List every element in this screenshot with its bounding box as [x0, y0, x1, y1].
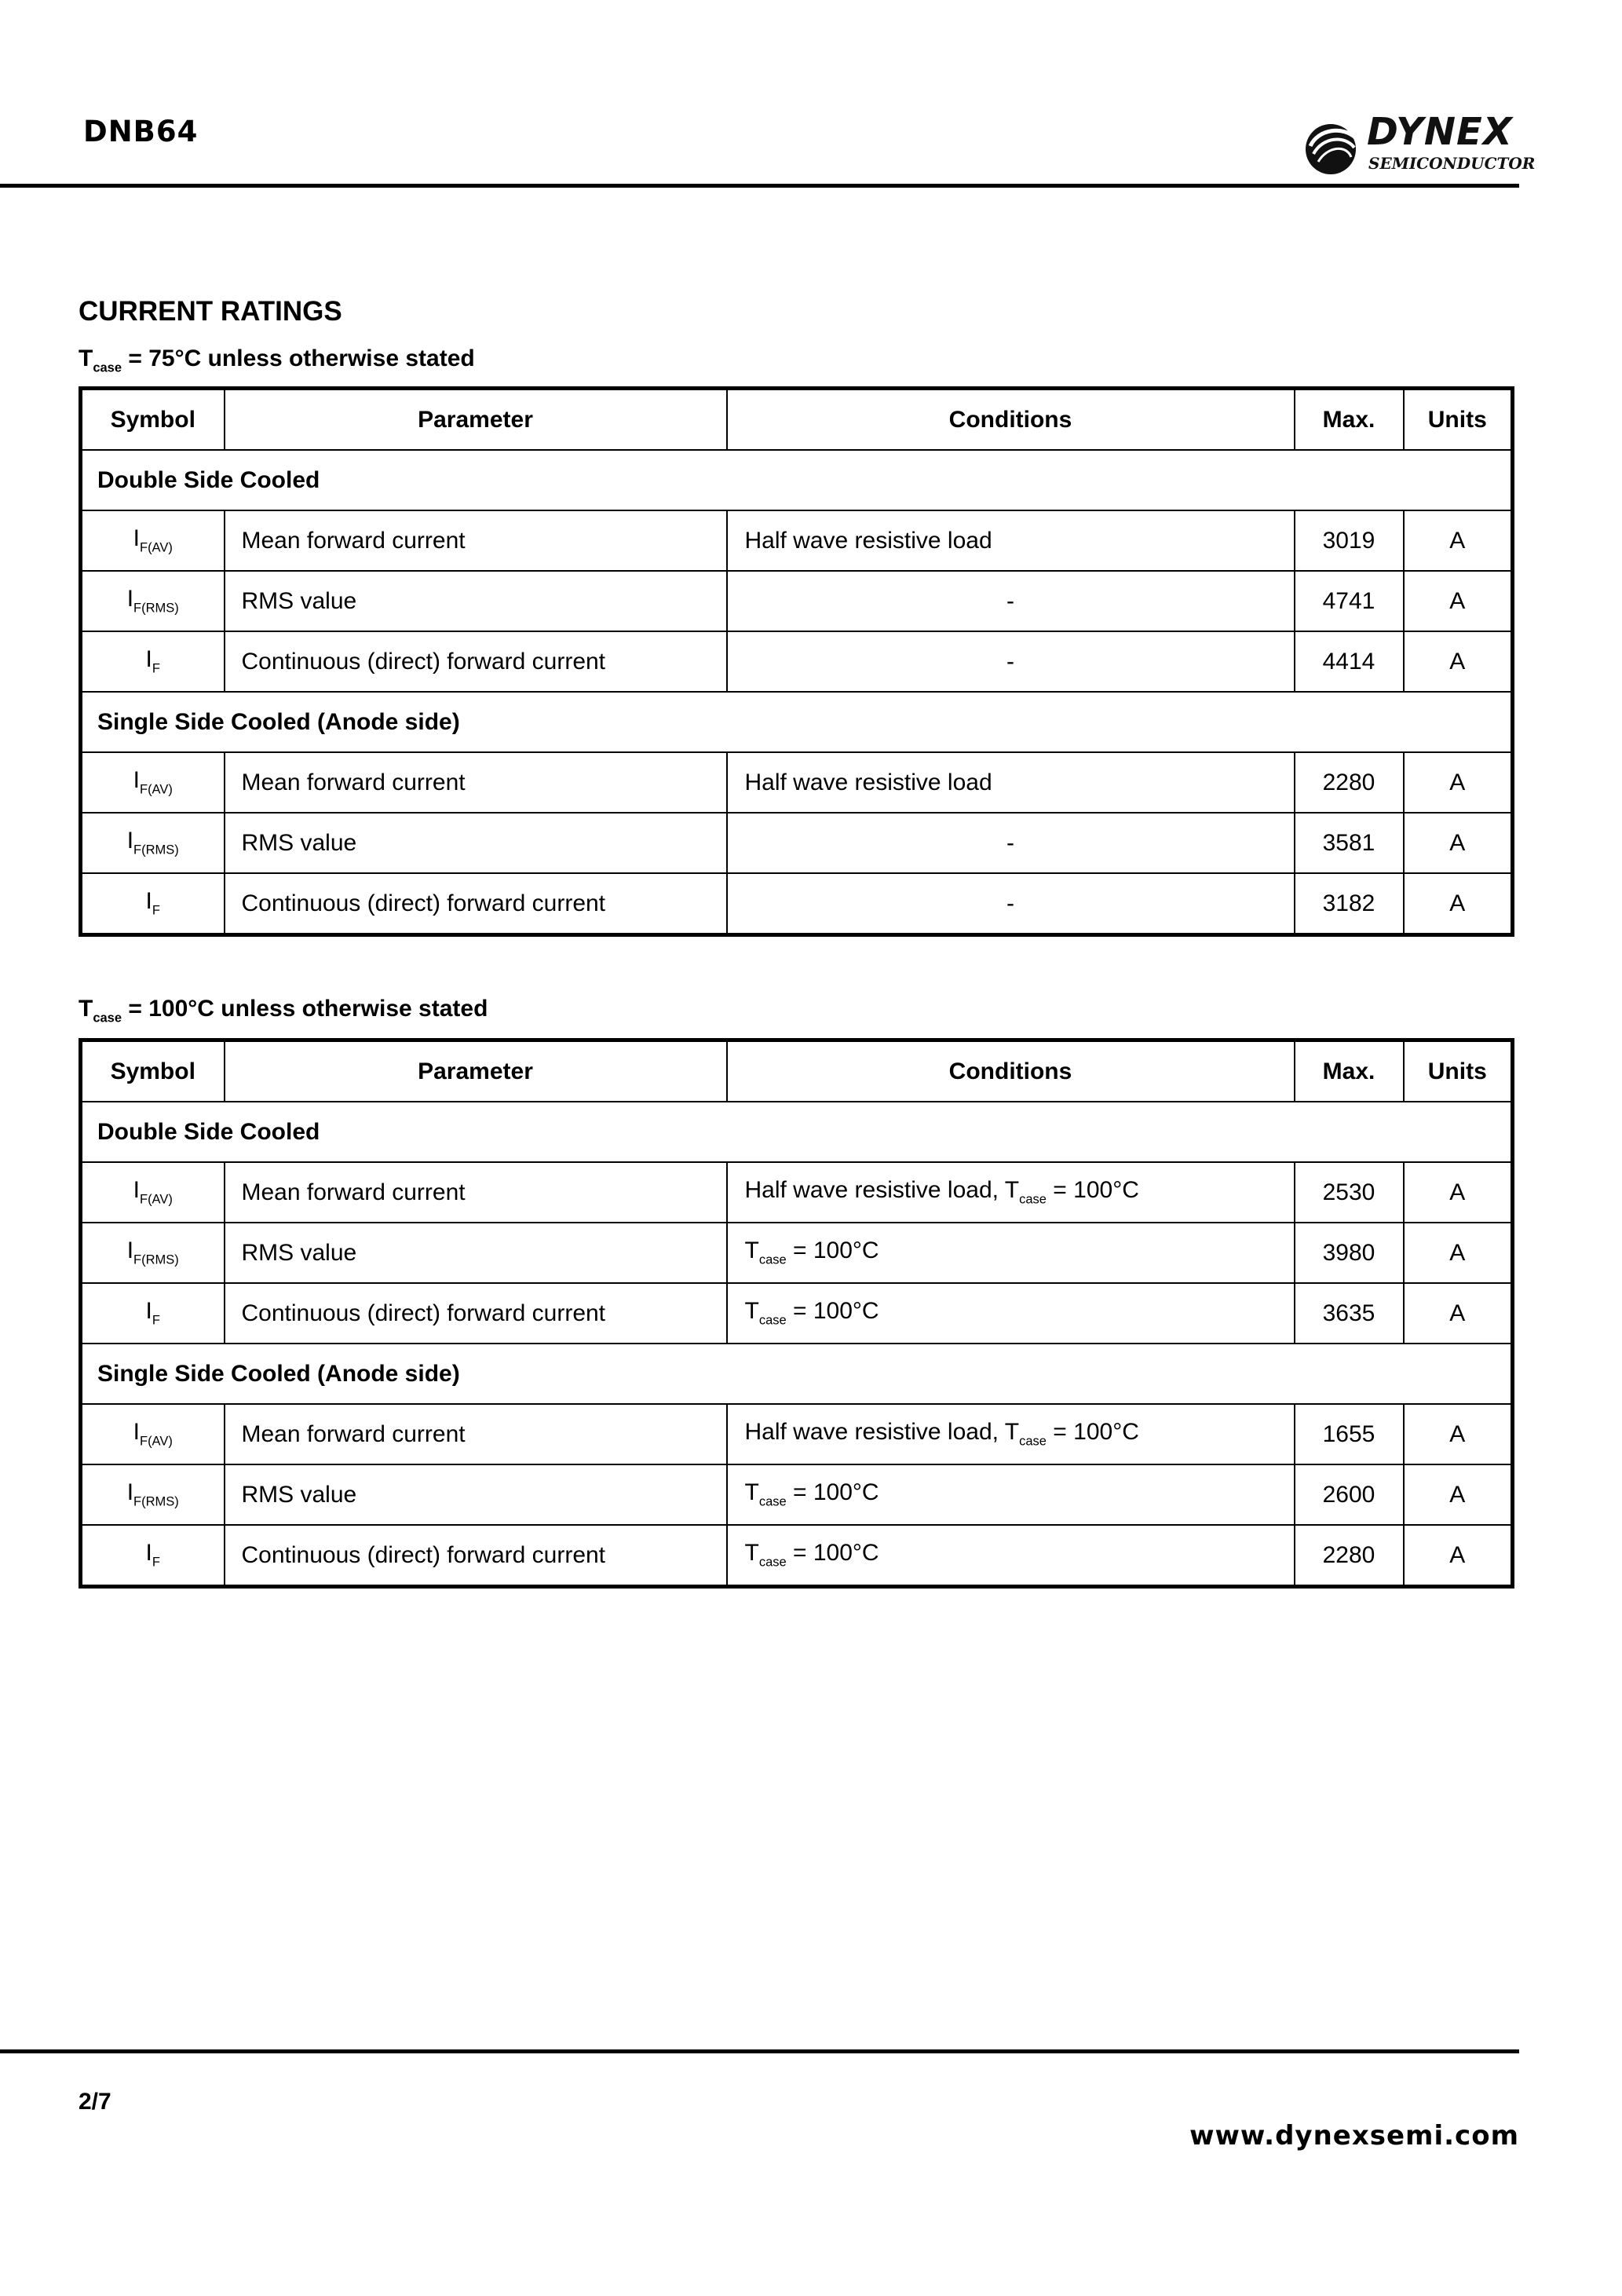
parameter-cell: Mean forward current: [225, 1404, 727, 1464]
parameter-cell: RMS value: [225, 1464, 727, 1525]
units-cell: A: [1404, 571, 1513, 631]
table-row: [81, 873, 1513, 935]
parameter-cell: Continuous (direct) forward current: [225, 1525, 727, 1587]
footer-rule: [0, 2049, 1519, 2053]
units-cell: A: [1404, 813, 1513, 873]
conditions-cell: -: [727, 631, 1295, 692]
table-row: [81, 631, 1513, 692]
parameter-cell: RMS value: [225, 571, 727, 631]
parameter-cell: Continuous (direct) forward current: [225, 1283, 727, 1344]
table-row: [81, 510, 1513, 571]
group-row: [81, 450, 1513, 510]
max-cell: 2600: [1295, 1464, 1404, 1525]
symbol-cell: $I_{F(RMS)}$: [81, 571, 225, 631]
header-parameter: Parameter: [225, 1040, 727, 1102]
current-ratings-table-100c: [79, 1038, 1514, 1589]
max-cell: 2280: [1295, 1525, 1404, 1587]
parameter-cell: Mean forward current: [225, 510, 727, 571]
conditions-cell: Half wave resistive load: [727, 752, 1295, 813]
table-row: [81, 571, 1513, 631]
conditions-cell: -: [727, 813, 1295, 873]
symbol-cell: $I_F$: [81, 1525, 225, 1587]
parameter-cell: RMS value: [225, 1223, 727, 1283]
header-symbol: Symbol: [81, 389, 225, 451]
max-cell: 3182: [1295, 873, 1404, 935]
table-row: [81, 813, 1513, 873]
max-cell: 3980: [1295, 1223, 1404, 1283]
parameter-cell: Continuous (direct) forward current: [225, 873, 727, 935]
group-row: [81, 692, 1513, 752]
max-cell: 3019: [1295, 510, 1404, 571]
units-cell: A: [1404, 1283, 1513, 1344]
units-cell: A: [1404, 1464, 1513, 1525]
units-cell: A: [1404, 1525, 1513, 1587]
group-label: Double Side Cooled: [81, 1102, 1513, 1162]
max-cell: 4741: [1295, 571, 1404, 631]
header-conditions: Conditions: [727, 389, 1295, 451]
parameter-cell: Continuous (direct) forward current: [225, 631, 727, 692]
table-row: [81, 752, 1513, 813]
symbol-cell: $I_F$: [81, 1283, 225, 1344]
header-parameter: Parameter: [225, 389, 727, 451]
table-row: [81, 1162, 1513, 1223]
units-cell: A: [1404, 1223, 1513, 1283]
table-header-row: [81, 1040, 1513, 1102]
header-units: Units: [1404, 1040, 1513, 1102]
table-row: [81, 1283, 1513, 1344]
symbol-cell: $I_{F(AV)}$: [81, 1404, 225, 1464]
parameter-cell: RMS value: [225, 813, 727, 873]
group-label: Double Side Cooled: [81, 450, 1513, 510]
units-cell: A: [1404, 510, 1513, 571]
conditions-cell: Half wave resistive load, $T_{case} = 100^\circ C$: [727, 1404, 1295, 1464]
section-title: CURRENT RATINGS: [79, 296, 342, 327]
symbol-cell: $I_{F(AV)}$: [81, 1162, 225, 1223]
conditions-cell: Half wave resistive load: [727, 510, 1295, 571]
group-row: [81, 1102, 1513, 1162]
table-row: [81, 1464, 1513, 1525]
conditions-cell: $T_{case} = 100^\circ C$: [727, 1525, 1295, 1587]
table-row: [81, 1223, 1513, 1283]
header-max: Max.: [1295, 389, 1404, 451]
website-link[interactable]: www.dynexsemi.com: [1189, 2120, 1519, 2152]
conditions-cell: $T_{case} = 100^\circ C$: [727, 1223, 1295, 1283]
conditions-cell: -: [727, 571, 1295, 631]
page-number: 2/7: [79, 2089, 111, 2115]
table-row: [81, 1404, 1513, 1464]
header-rule: [0, 184, 1519, 188]
max-cell: 2280: [1295, 752, 1404, 813]
table-2-condition: $T_{case} = 100^\circ C$ unless otherwise stated: [79, 996, 488, 1026]
group-label: Single Side Cooled (Anode side): [81, 692, 1513, 752]
parameter-cell: Mean forward current: [225, 1162, 727, 1223]
doc-code: DNB64: [83, 115, 199, 148]
conditions-cell: $T_{case} = 100^\circ C$: [727, 1283, 1295, 1344]
symbol-cell: $I_{F(AV)}$: [81, 510, 225, 571]
group-label: Single Side Cooled (Anode side): [81, 1344, 1513, 1404]
units-cell: A: [1404, 752, 1513, 813]
header-units: Units: [1404, 389, 1513, 451]
conditions-cell: $T_{case} = 100^\circ C$: [727, 1464, 1295, 1525]
units-cell: A: [1404, 873, 1513, 935]
symbol-cell: $I_F$: [81, 631, 225, 692]
max-cell: 3581: [1295, 813, 1404, 873]
header-symbol: Symbol: [81, 1040, 225, 1102]
logo-subtitle: SEMICONDUCTOR: [1368, 154, 1536, 173]
current-ratings-table-75c: [79, 386, 1514, 937]
symbol-cell: $I_{F(RMS)}$: [81, 813, 225, 873]
logo-wordmark: DYNEX: [1367, 110, 1513, 154]
max-cell: 4414: [1295, 631, 1404, 692]
header-conditions: Conditions: [727, 1040, 1295, 1102]
symbol-cell: $I_F$: [81, 873, 225, 935]
table-row: [81, 1525, 1513, 1587]
conditions-cell: -: [727, 873, 1295, 935]
conditions-cell: Half wave resistive load, $T_{case} = 100^\circ C$: [727, 1162, 1295, 1223]
table-header-row: [81, 389, 1513, 451]
dynex-logo: [1299, 110, 1536, 177]
units-cell: A: [1404, 1404, 1513, 1464]
max-cell: 2530: [1295, 1162, 1404, 1223]
units-cell: A: [1404, 631, 1513, 692]
max-cell: 3635: [1295, 1283, 1404, 1344]
group-row: [81, 1344, 1513, 1404]
symbol-cell: $I_{F(RMS)}$: [81, 1464, 225, 1525]
parameter-cell: Mean forward current: [225, 752, 727, 813]
table-1-condition: $T_{case} = 75^\circ C$ unless otherwise stated: [79, 345, 475, 375]
symbol-cell: $I_{F(RMS)}$: [81, 1223, 225, 1283]
header-max: Max.: [1295, 1040, 1404, 1102]
symbol-cell: $I_{F(AV)}$: [81, 752, 225, 813]
max-cell: 1655: [1295, 1404, 1404, 1464]
dynex-swirl-icon: [1299, 115, 1362, 177]
units-cell: A: [1404, 1162, 1513, 1223]
